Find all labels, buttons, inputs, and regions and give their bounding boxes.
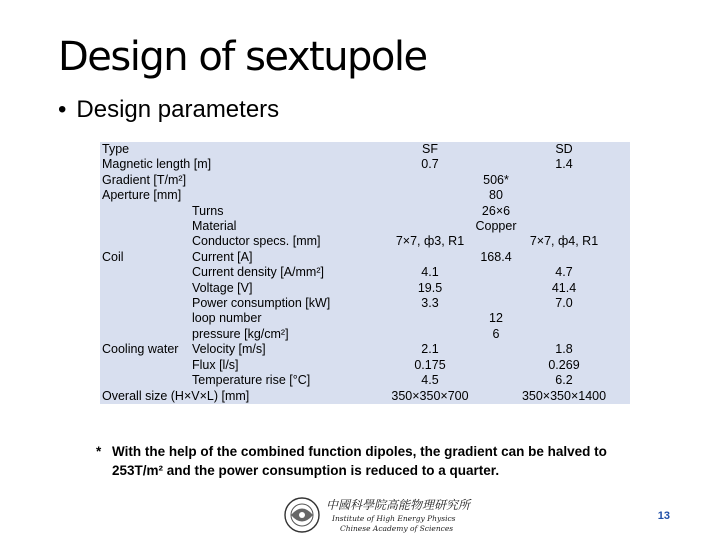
- cell-sd: 1.8: [555, 342, 573, 357]
- footnote-marker: *: [96, 444, 102, 459]
- cell-shared: Copper: [475, 219, 517, 234]
- cell-sd: 7.0: [555, 296, 573, 311]
- table-row: [100, 204, 630, 219]
- table-row: [100, 389, 630, 404]
- cell-sd: 7×7, ф4, R1: [529, 234, 599, 249]
- group-label-cooling: Cooling water: [102, 342, 179, 357]
- row-label: Temperature rise [°C]: [192, 373, 311, 388]
- cell-sd: 6.2: [555, 373, 573, 388]
- cell-sf: 0.175: [414, 357, 446, 372]
- cell-sf: 3.3: [421, 296, 439, 311]
- bullet-dot-icon: •: [58, 96, 67, 123]
- row-label: Power consumption [kW]: [192, 296, 331, 311]
- header-sf: SF: [422, 142, 438, 156]
- row-label: Gradient [T/m²]: [102, 172, 187, 187]
- cell-shared: 168.4: [480, 249, 512, 264]
- cell-sf: 2.1: [421, 342, 439, 357]
- row-label: Turns: [192, 203, 224, 218]
- table-row: [100, 188, 630, 203]
- row-label: Velocity [m/s]: [192, 342, 266, 357]
- cell-shared: 12: [489, 311, 503, 326]
- logo-english-line1: Institute of High Energy Physics: [332, 514, 456, 523]
- row-label: Material: [192, 219, 237, 234]
- row-label: loop number: [192, 311, 262, 326]
- row-label: Aperture [mm]: [102, 188, 182, 203]
- row-label: Current [A]: [192, 249, 253, 264]
- footnote: [96, 442, 656, 480]
- group-label-coil: Coil: [102, 249, 124, 264]
- cell-sd: 41.4: [551, 280, 577, 295]
- logo-emblem-icon: [285, 498, 319, 532]
- row-label: Conductor specs. [mm]: [192, 234, 321, 249]
- slide-title: Design of sextupole: [58, 34, 427, 80]
- institute-logo: [282, 494, 478, 536]
- row-label: Type: [102, 142, 130, 156]
- parameters-table: [100, 142, 630, 404]
- cell-shared: 80: [489, 188, 503, 203]
- cell-shared: 506*: [483, 172, 509, 187]
- bullet-item: [58, 96, 279, 124]
- cell-shared: 6: [492, 326, 500, 341]
- table-row: [100, 142, 630, 157]
- page-number: 13: [657, 510, 670, 522]
- cell-shared: 26×6: [481, 203, 511, 218]
- bullet-text: Design parameters: [76, 96, 280, 123]
- header-sd: SD: [555, 142, 573, 156]
- cell-sf: 350×350×700: [391, 388, 469, 403]
- cell-sf: 4.5: [421, 373, 439, 388]
- cell-sd: 350×350×1400: [521, 388, 607, 403]
- table-row: [100, 311, 630, 326]
- row-label: Flux [l/s]: [192, 357, 239, 372]
- row-label: pressure [kg/cm²]: [192, 326, 289, 341]
- row-label: Voltage [V]: [192, 280, 253, 295]
- logo-chinese-name: 中國科學院高能物理研究所: [326, 498, 471, 512]
- cell-sf: 0.7: [421, 157, 439, 172]
- table-row: [100, 173, 630, 188]
- cell-sd: 4.7: [555, 265, 573, 280]
- row-label: Overall size (H×V×L) [mm]: [102, 388, 250, 403]
- cell-sd: 1.4: [555, 157, 573, 172]
- row-label: Current density [A/mm²]: [192, 265, 324, 280]
- cell-sf: 19.5: [417, 280, 443, 295]
- table-row: [100, 157, 630, 172]
- cell-sd: 0.269: [548, 357, 580, 372]
- logo-english-line2: Chinese Academy of Sciences: [340, 524, 454, 533]
- footnote-text: With the help of the combined function dipoles, the gradient can be halved to 253T/m² and the power consumption is reduced to a quarter.: [112, 444, 607, 478]
- row-label: Magnetic length [m]: [102, 157, 212, 172]
- cell-sf: 7×7, ф3, R1: [395, 234, 465, 249]
- cell-sf: 4.1: [421, 265, 439, 280]
